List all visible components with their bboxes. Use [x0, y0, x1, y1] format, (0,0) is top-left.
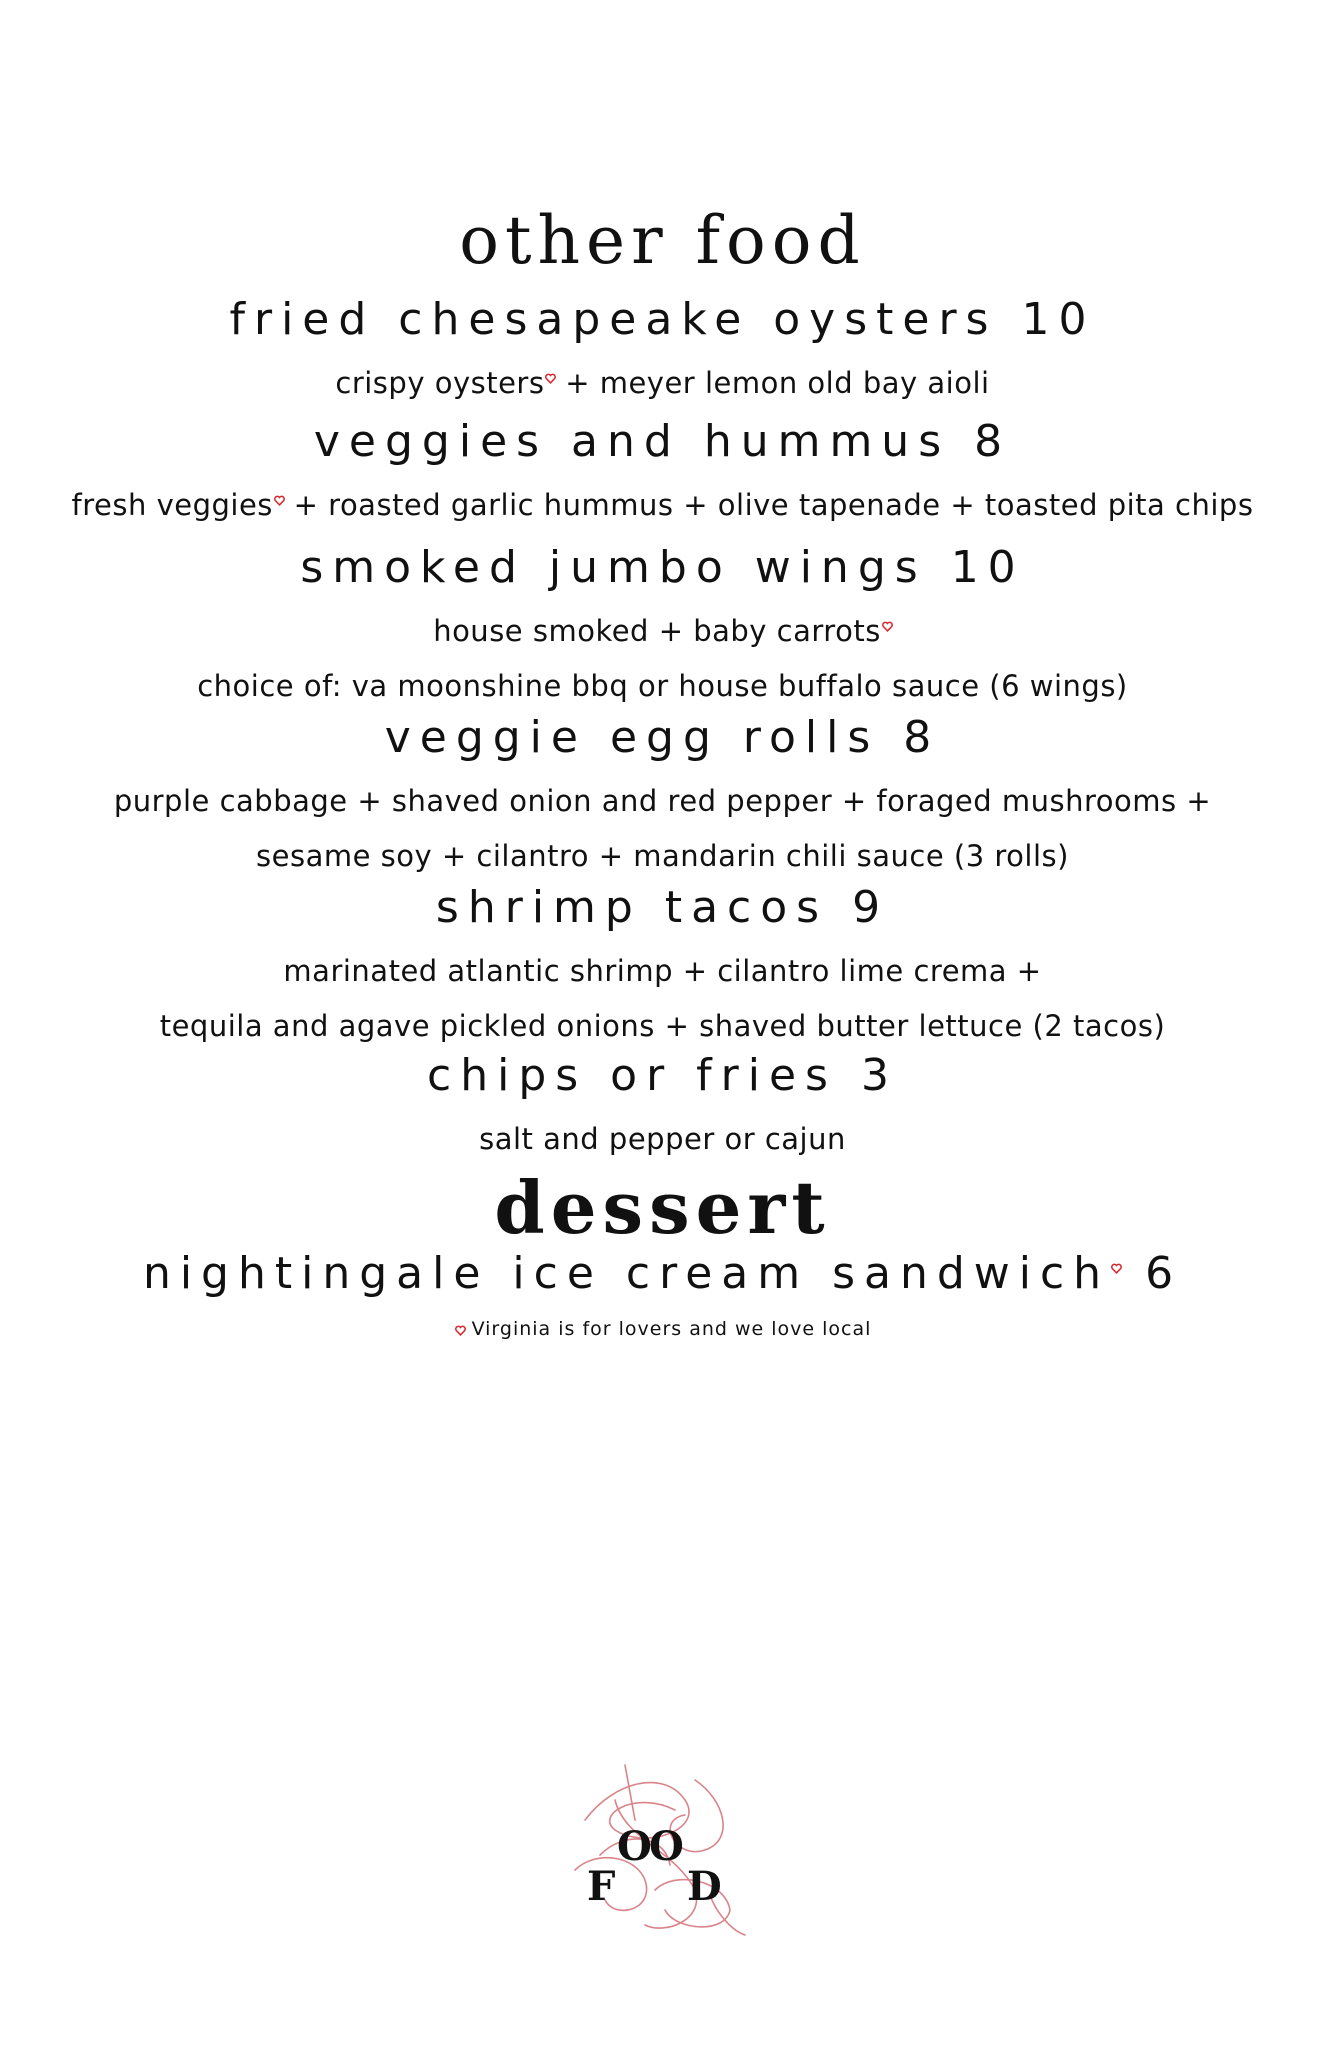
item-description: [0, 944, 1325, 1054]
item-price: 8: [974, 416, 1012, 467]
item-name: chips or fries: [427, 1050, 837, 1101]
menu-item-egg-rolls: [0, 712, 1325, 884]
item-name: shrimp tacos: [435, 882, 829, 933]
logo-scribble-graphic: [555, 1760, 755, 1940]
item-heading: [0, 882, 1325, 933]
item-description: [0, 356, 1325, 411]
item-heading: [0, 712, 1325, 763]
description-text: + meyer lemon old bay aioli: [565, 366, 990, 400]
menu-item-chips-fries: [0, 1050, 1325, 1167]
item-heading: [0, 294, 1325, 345]
menu-item-wings: [0, 542, 1325, 714]
item-heading: [0, 416, 1325, 467]
description-line: purple cabbage + shaved onion and red pepper + foraged mushrooms +: [113, 784, 1212, 818]
menu-item-ice-cream-sandwich: [0, 1248, 1325, 1299]
menu-item-veggies-hummus: [0, 416, 1325, 533]
item-price: 8: [903, 712, 941, 763]
item-name: smoked jumbo wings: [300, 542, 927, 593]
footnote-text: Virginia is for lovers and we love local: [471, 1318, 872, 1340]
item-description: [0, 604, 1325, 714]
heart-icon: [1111, 1263, 1120, 1272]
item-name: veggies and hummus: [313, 416, 951, 467]
section-title-dessert: dessert: [494, 1165, 831, 1250]
heart-icon: [545, 373, 554, 382]
item-name: veggie egg rolls: [384, 712, 880, 763]
food-logo: [555, 1760, 755, 1940]
description-line: marinated atlantic shrimp + cilantro lime crema +: [283, 954, 1042, 988]
description-line: choice of: va moonshine bbq or house buffalo sauce (6 wings): [197, 669, 1128, 704]
description-line: tequila and agave pickled onions + shaved butter lettuce (2 tacos): [159, 1009, 1166, 1044]
description-line: [0, 604, 1325, 659]
logo-letter: F: [587, 1863, 616, 1910]
logo-letter: O: [617, 1823, 652, 1870]
item-heading: [0, 1248, 1325, 1299]
item-price: 3: [860, 1050, 898, 1101]
description-line: sesame soy + cilantro + mandarin chili sauce (3 rolls): [256, 839, 1069, 874]
item-description: [0, 1112, 1325, 1167]
menu-item-shrimp-tacos: [0, 882, 1325, 1054]
heart-icon: [455, 1325, 464, 1334]
item-description: [0, 774, 1325, 884]
description-text: fresh veggies: [71, 488, 273, 522]
item-heading: [0, 542, 1325, 593]
item-name: nightingale ice cream sandwich: [142, 1248, 1111, 1299]
heart-icon: [882, 621, 891, 630]
heart-icon: [274, 495, 283, 504]
menu-item-oysters: [0, 294, 1325, 411]
item-heading: [0, 1050, 1325, 1101]
item-price: 6: [1145, 1248, 1183, 1299]
item-name: fried chesapeake oysters: [229, 294, 998, 345]
item-price: 9: [852, 882, 890, 933]
item-price: 10: [1021, 294, 1096, 345]
footnote: [0, 1318, 1325, 1340]
description-text: house smoked + baby carrots: [433, 614, 881, 648]
item-price: 10: [950, 542, 1025, 593]
logo-letter: D: [687, 1863, 722, 1910]
section-title-other-food: other food: [459, 202, 866, 279]
item-description: [0, 478, 1325, 533]
description-text: crispy oysters: [335, 366, 545, 400]
description-text: + roasted garlic hummus + olive tapenade + toasted pita chips: [293, 488, 1254, 522]
logo-letter: O: [649, 1823, 684, 1870]
description-line: salt and pepper or cajun: [479, 1122, 846, 1156]
